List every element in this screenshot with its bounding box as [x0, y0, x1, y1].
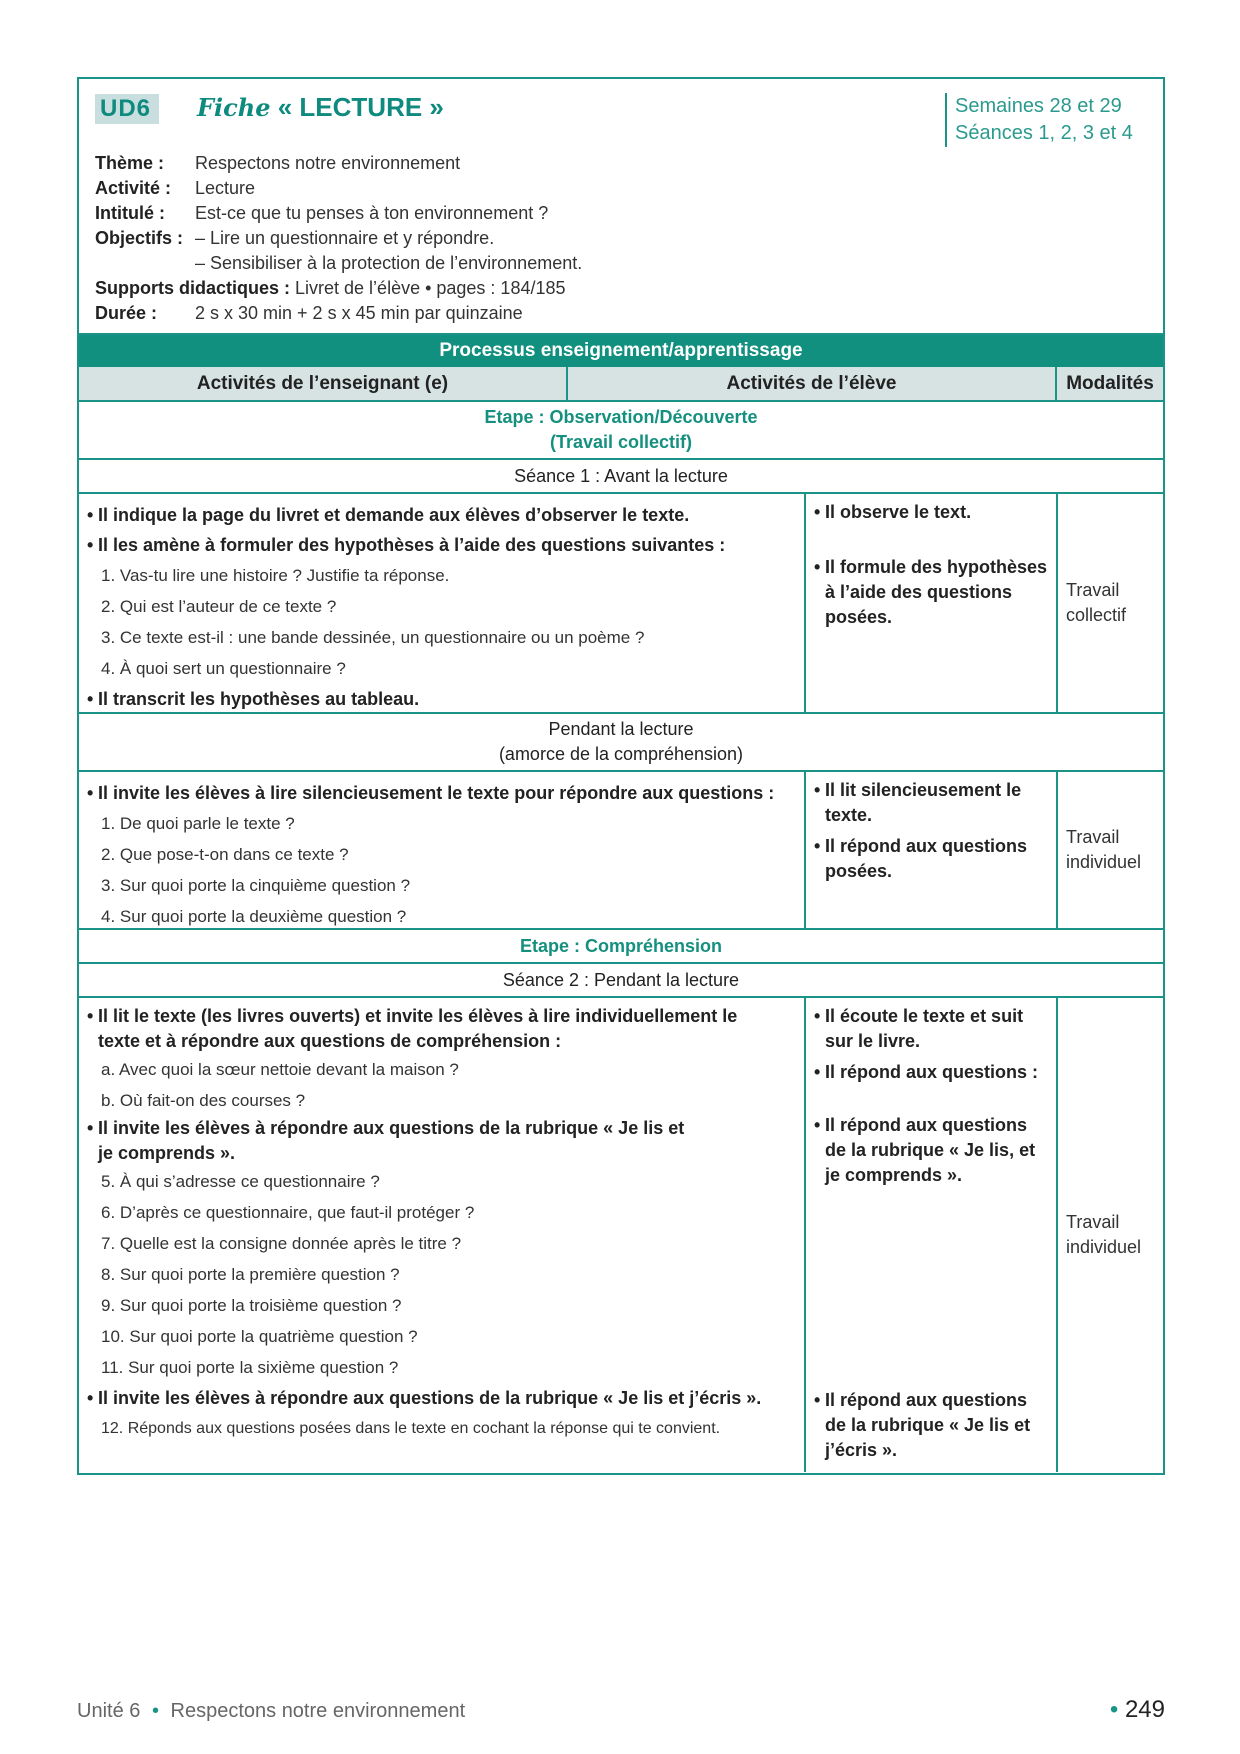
p-question: 2. Que pose-t-on dans ce texte ? [101, 845, 349, 864]
s2-teacher-2: Il invite les élèves à répondre aux questions de la rubrique « Je lis et je comprends ». [98, 1118, 685, 1163]
p-teacher-1: Il invite les élèves à lire silencieusement le texte pour répondre aux questions : [98, 783, 775, 803]
page-number: • 249 [1109, 1696, 1165, 1723]
objectif-1: – Lire un questionnaire et y répondre. [195, 228, 495, 248]
s2-modalite: Travail individuel [1066, 1212, 1142, 1257]
p-student-1: Il lit silencieusement le texte. [825, 780, 1022, 825]
seance-2-title: Séance 2 : Pendant la lecture [79, 964, 1163, 998]
s2-question: 7. Quelle est la consigne donnée après le titre ? [101, 1234, 462, 1253]
etape-comprehension: Etape : Compréhension [79, 930, 1163, 964]
s2-student-1: Il écoute le texte et suit sur le livre. [825, 1006, 1024, 1051]
lesson-sheet [77, 77, 1165, 1475]
s2-question: 12. Réponds aux questions posées dans le texte en cochant la réponse qui te convient. [101, 1420, 721, 1437]
page-footer [77, 1696, 1165, 1723]
fiche-title: « LECTURE » [277, 92, 444, 122]
objectif-2: – Sensibiliser à la protection de l’environnement. [195, 253, 583, 273]
seance-2-teacher: • Il lit le texte (les livres ouverts) et invite les élèves à lire individuellement le texte et à répondre aux questions de compréhension : a. Avec quoi la sœur nettoie devant la maison ? b. Où fait-on des courses ? • Il invite les élèves à répondre aux questions de la rubrique « Je lis et je comprends ». 5. À qui s’adresse ce questionnaire ? 6. D’après ce questionnaire, que faut-il protéger ? 7. Quelle est la consigne donnée après le titre ? 8. Sur quoi porte la première question ? 9. Sur quoi porte la troisième question ? 10. Sur quoi porte la quatrième question ? 11. Sur quoi porte la sixième question ? • Il invite les élèves à répondre aux questions de la rubrique « Je lis et j’écris ». 12. Réponds aux questions posées dans le texte en cochant la réponse qui te convient. [79, 998, 806, 1472]
s1-question: 1. Vas-tu lire une histoire ? Justifie ta réponse. [101, 566, 450, 585]
pendant-student: • Il lit silencieusement le texte. • Il répond aux questions posées. [806, 772, 1058, 928]
p-question: 1. De quoi parle le texte ? [101, 814, 295, 833]
pendant-row [79, 772, 1163, 930]
fiche-prefix: Fiche [197, 93, 271, 122]
intitule-value: Est-ce que tu penses à ton environnement ? [195, 203, 549, 223]
s1-teacher-3: Il transcrit les hypothèses au tableau. [98, 689, 420, 709]
sheet-title [197, 92, 444, 123]
seance-2-student: • Il écoute le texte et suit sur le livre. • Il répond aux questions : • Il répond aux questions de la rubrique « Je lis, et je comprends ». • Il répond aux questions de la rubrique « Je lis et j’écris ». [806, 998, 1058, 1472]
s2-question: 11. Sur quoi porte la sixième question ? [101, 1358, 399, 1377]
s2-question: 5. À qui s’adresse ce questionnaire ? [101, 1172, 380, 1191]
s2-question: 6. D’après ce questionnaire, que faut-il protéger ? [101, 1203, 475, 1222]
theme-label: Thème : [95, 153, 165, 173]
col-student: Activités de l’élève [568, 367, 1057, 400]
etape-1-sub: (Travail collectif) [549, 432, 693, 452]
p-modalite: Travail individuel [1066, 827, 1142, 872]
p-student-2: Il répond aux questions posées. [825, 836, 1028, 881]
s2-student-4: Il répond aux questions de la rubrique « Je lis et j’écris ». [825, 1390, 1031, 1460]
pendant-lecture [79, 714, 1163, 772]
seance-1-title [79, 460, 1163, 494]
theme-value: Respectons notre environnement [195, 153, 461, 173]
objectifs-label: Objectifs : [95, 228, 184, 248]
s2-question: 8. Sur quoi porte la première question ? [101, 1265, 400, 1284]
s2-teacher-1: Il lit le texte (les livres ouverts) et invite les élèves à lire individuellement le texte et à répondre aux questions de compréhension : [98, 1006, 738, 1051]
seance-1-text: Séance 1 : Avant la lecture [514, 466, 728, 486]
activite-value: Lecture [195, 178, 256, 198]
s2-question: a. Avec quoi la sœur nettoie devant la maison ? [101, 1060, 459, 1079]
seance-1-teacher: • Il indique la page du livret et demande aux élèves d’observer le texte. • Il les amène à formuler des hypothèses à l’aide des questions suivantes : 1. Vas-tu lire une histoire ? Justifie ta réponse. 2. Qui est l’auteur de ce texte ? 3. Ce texte est-il : une bande dessinée, un questionnaire ou un poème ? 4. À quoi sert un questionnaire ? • Il transcrit les hypothèses au tableau. [79, 494, 806, 712]
activite-label: Activité : [95, 178, 172, 198]
unit-badge: UD6 [95, 94, 159, 124]
seance-1-row [79, 494, 1163, 714]
s1-question: 3. Ce texte est-il : une bande dessinée, un questionnaire ou un poème ? [101, 628, 645, 647]
sheet-header [79, 79, 1163, 335]
etape-observation [79, 402, 1163, 460]
footer-title: Respectons notre environnement [170, 1700, 466, 1722]
s1-student-2: Il formule des hypothèses à l’aide des questions posées. [825, 557, 1048, 627]
pendant-title: Pendant la lecture [548, 719, 694, 739]
s1-question: 4. À quoi sert un questionnaire ? [101, 659, 346, 678]
column-headers [79, 367, 1163, 402]
s2-teacher-3: Il invite les élèves à répondre aux questions de la rubrique « Je lis et j’écris ». [98, 1388, 762, 1408]
pendant-sub: (amorce de la compréhension) [498, 744, 744, 764]
col-teacher: Activités de l’enseignant (e) [79, 367, 568, 400]
s1-teacher-2: Il les amène à formuler des hypothèses à l’aide des questions suivantes : [98, 535, 726, 555]
duree-value: 2 s x 30 min + 2 s x 45 min par quinzaine [195, 303, 523, 323]
intitule-label: Intitulé : [95, 203, 165, 223]
seance-1-student: • Il observe le text. • Il formule des hypothèses à l’aide des questions posées. [806, 494, 1058, 712]
process-band: Processus enseignement/apprentissage [79, 335, 1163, 367]
s2-question: 10. Sur quoi porte la quatrième question ? [101, 1327, 418, 1346]
p-question: 3. Sur quoi porte la cinquième question ? [101, 876, 411, 895]
sessions: Séances 1, 2, 3 et 4 [955, 122, 1133, 144]
p-question: 4. Sur quoi porte la deuxième question ? [101, 907, 407, 926]
s2-student-2: Il répond aux questions : [825, 1062, 1039, 1082]
s2-student-3: Il répond aux questions de la rubrique « Je lis, et je comprends ». [825, 1115, 1036, 1185]
page-number-value: 249 [1124, 1696, 1165, 1723]
sheet-meta [95, 151, 582, 326]
weeks: Semaines 28 et 29 [955, 95, 1122, 117]
col-modalites: Modalités [1066, 373, 1154, 394]
s1-student-1: Il observe le text. [825, 502, 972, 522]
supports-value: Livret de l’élève • pages : 184/185 [295, 278, 566, 298]
s2-question: b. Où fait-on des courses ? [101, 1091, 306, 1110]
s1-teacher-1: Il indique la page du livret et demande aux élèves d’observer le texte. [98, 505, 690, 525]
etape-1-title: Etape : Observation/Découverte [484, 407, 758, 427]
s1-question: 2. Qui est l’auteur de ce texte ? [101, 597, 337, 616]
seance-2-row [79, 998, 1163, 1472]
footer-separator: • [151, 1700, 159, 1722]
schedule [945, 93, 1133, 147]
pendant-teacher: • Il invite les élèves à lire silencieusement le texte pour répondre aux questions : 1. De quoi parle le texte ? 2. Que pose-t-on dans ce texte ? 3. Sur quoi porte la cinquième question ? 4. Sur quoi porte la deuxième question ? [79, 772, 806, 928]
s1-modalite: Travail collectif [1066, 580, 1127, 625]
duree-label: Durée : [95, 303, 158, 323]
supports-label: Supports didactiques : [95, 278, 291, 298]
footer-unit: Unité 6 [77, 1700, 141, 1722]
s2-question: 9. Sur quoi porte la troisième question ? [101, 1296, 402, 1315]
